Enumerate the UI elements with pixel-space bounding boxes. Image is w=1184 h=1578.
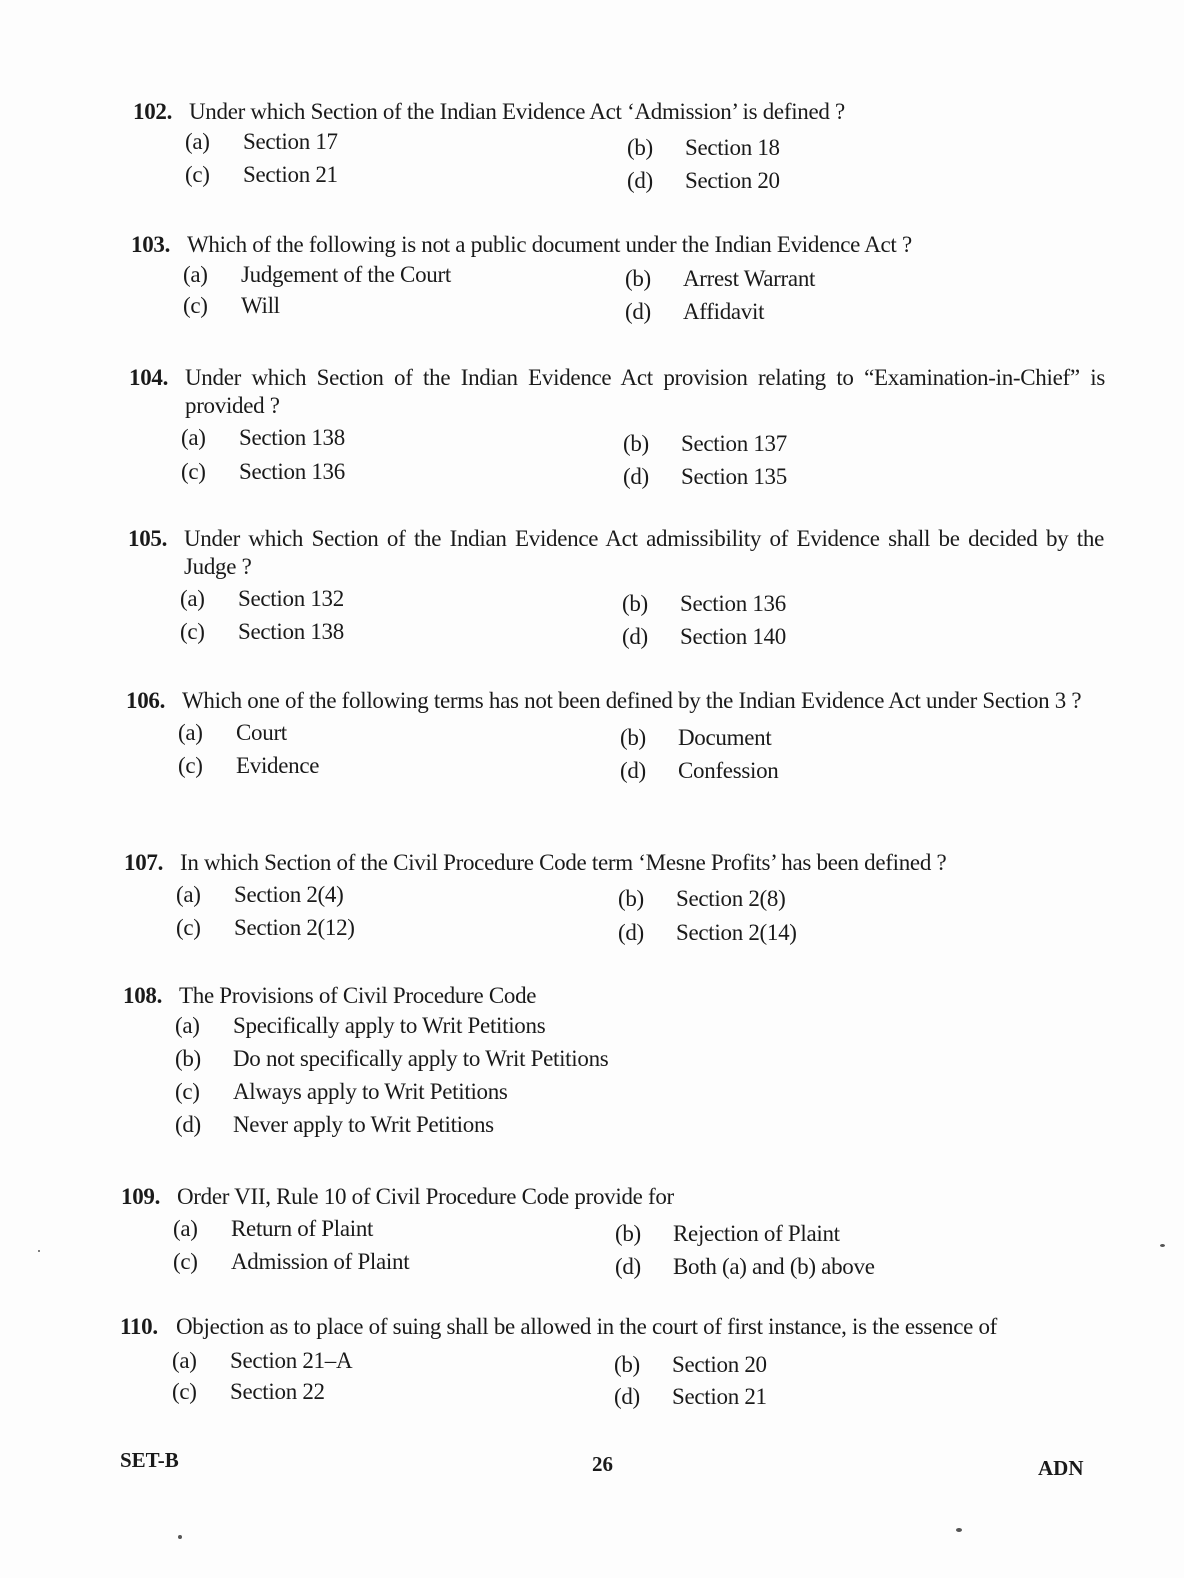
option-letter: (c) (176, 915, 201, 940)
question-number: 109. (121, 1184, 161, 1209)
option-c (178, 752, 319, 780)
question-text: Under which Section of the Indian Evidence Act provision relating to “Examination-in-Chief” is provided ? (185, 365, 1105, 418)
question-105 (128, 525, 1104, 649)
option-text: Affidavit (683, 299, 765, 324)
question-text: Under which Section of the Indian Evidence Act admissibility of Evidence shall be decided by the Judge ? (184, 526, 1104, 579)
question-103 (131, 231, 1091, 327)
option-d (615, 1253, 875, 1281)
scan-speck (956, 1528, 962, 1532)
option-letter: (b) (615, 1221, 641, 1246)
option-letter: (a) (176, 882, 201, 907)
option-d (618, 919, 797, 947)
scan-speck (38, 1250, 40, 1252)
footer-set-label: SET-B (120, 1448, 179, 1472)
option-b (175, 1045, 1099, 1078)
option-text: Judgement of the Court (241, 262, 451, 287)
question-number: 103. (131, 232, 171, 257)
option-c (180, 618, 344, 646)
question-110 (120, 1313, 1096, 1409)
option-letter: (c) (173, 1249, 198, 1274)
option-text: Specifically apply to Writ Petitions (233, 1013, 546, 1038)
option-letter: (c) (185, 162, 210, 187)
option-c (175, 1078, 1099, 1111)
option-letter: (b) (614, 1352, 640, 1377)
option-text: Section 17 (243, 129, 338, 154)
option-a (185, 128, 338, 156)
option-text: Both (a) and (b) above (673, 1254, 875, 1279)
option-b (623, 430, 787, 458)
option-text: Section 137 (681, 431, 787, 456)
option-text: Confession (678, 758, 779, 783)
question-102 (133, 98, 1093, 194)
option-d (627, 167, 780, 195)
option-letter: (d) (615, 1254, 641, 1279)
option-letter: (d) (620, 758, 646, 783)
option-letter: (b) (622, 591, 648, 616)
option-d (175, 1111, 1099, 1144)
option-text: Section 2(14) (676, 920, 797, 945)
option-letter: (c) (178, 753, 203, 778)
option-letter: (d) (618, 920, 644, 945)
option-letter: (a) (185, 129, 210, 154)
option-letter: (d) (625, 299, 651, 324)
question-number: 105. (128, 526, 168, 551)
question-104 (129, 364, 1105, 488)
option-text: Arrest Warrant (683, 266, 816, 291)
option-text: Always apply to Writ Petitions (233, 1079, 508, 1104)
option-a (172, 1347, 352, 1375)
option-letter: (a) (178, 720, 203, 745)
question-text: Order VII, Rule 10 of Civil Procedure Code provide for (177, 1184, 674, 1209)
option-text: Section 21 (243, 162, 338, 187)
scan-speck (1160, 1244, 1165, 1247)
question-number: 104. (129, 365, 169, 390)
option-c (176, 914, 355, 942)
option-text: Section 132 (238, 586, 344, 611)
option-a (180, 585, 344, 613)
option-text: Will (241, 293, 280, 318)
option-c (173, 1248, 409, 1276)
question-number: 108. (123, 983, 163, 1008)
option-d (614, 1383, 767, 1411)
option-text: Do not specifically apply to Writ Petitions (233, 1046, 609, 1071)
option-a (181, 424, 345, 452)
option-letter: (d) (622, 624, 648, 649)
option-letter: (d) (175, 1112, 201, 1137)
question-text: The Provisions of Civil Procedure Code (179, 983, 537, 1008)
option-text: Section 22 (230, 1379, 325, 1404)
option-text: Section 20 (685, 168, 780, 193)
option-text: Court (236, 720, 287, 745)
option-text: Rejection of Plaint (673, 1221, 840, 1246)
footer-page-number: 26 (592, 1452, 613, 1476)
option-letter: (b) (175, 1046, 201, 1071)
question-number: 110. (120, 1314, 158, 1339)
option-text: Evidence (236, 753, 320, 778)
option-letter: (a) (180, 586, 205, 611)
option-text: Section 135 (681, 464, 787, 489)
option-a (173, 1215, 373, 1243)
question-text: In which Section of the Civil Procedure Code term ‘Mesne Profits’ has been defined ? (180, 850, 947, 875)
option-b (622, 590, 786, 618)
option-b (618, 885, 785, 913)
question-number: 102. (133, 99, 173, 124)
option-c (172, 1378, 325, 1406)
option-a (176, 881, 343, 909)
option-text: Section 20 (672, 1352, 767, 1377)
option-text: Section 2(12) (234, 915, 355, 940)
option-a (178, 719, 287, 747)
option-b (625, 265, 815, 293)
option-text: Section 136 (239, 459, 345, 484)
option-letter: (a) (181, 425, 206, 450)
option-letter: (d) (627, 168, 653, 193)
option-text: Admission of Plaint (231, 1249, 410, 1274)
question-text: Under which Section of the Indian Evidence Act ‘Admission’ is defined ? (189, 99, 845, 124)
option-letter: (b) (625, 266, 651, 291)
option-letter: (c) (175, 1079, 200, 1104)
option-letter: (b) (623, 431, 649, 456)
question-text: Which of the following is not a public document under the Indian Evidence Act ? (187, 232, 912, 257)
option-text: Never apply to Writ Petitions (233, 1112, 494, 1137)
option-text: Return of Plaint (231, 1216, 374, 1241)
option-letter: (b) (620, 725, 646, 750)
option-text: Document (678, 725, 772, 750)
question-number: 107. (124, 850, 164, 875)
option-text: Section 140 (680, 624, 786, 649)
question-text: Which one of the following terms has not been defined by the Indian Evidence Act under Section 3 ? (182, 688, 1082, 713)
option-letter: (c) (180, 619, 205, 644)
option-b (620, 724, 771, 752)
footer-code: ADN (1038, 1456, 1084, 1480)
question-106 (126, 687, 1102, 783)
option-letter: (a) (173, 1216, 198, 1241)
option-b (614, 1351, 767, 1379)
option-b (615, 1220, 840, 1248)
option-letter: (b) (627, 135, 653, 160)
option-text: Section 136 (680, 591, 786, 616)
option-letter: (d) (623, 464, 649, 489)
option-d (625, 298, 764, 326)
option-text: Section 2(8) (676, 886, 786, 911)
option-letter: (a) (172, 1348, 197, 1373)
option-text: Section 18 (685, 135, 780, 160)
option-letter: (c) (172, 1379, 197, 1404)
option-letter: (a) (183, 262, 208, 287)
option-c (185, 161, 338, 189)
option-d (620, 757, 779, 785)
option-letter: (c) (181, 459, 206, 484)
option-letter: (a) (175, 1013, 200, 1038)
option-d (622, 623, 786, 651)
option-d (623, 463, 787, 491)
option-a (183, 261, 451, 289)
option-text: Section 21–A (230, 1348, 353, 1373)
question-108 (123, 982, 1099, 1144)
option-text: Section 138 (239, 425, 345, 450)
option-c (183, 292, 280, 320)
question-109 (121, 1183, 1097, 1279)
option-text: Section 2(4) (234, 882, 344, 907)
question-number: 106. (126, 688, 166, 713)
option-letter: (b) (618, 886, 644, 911)
option-text: Section 21 (672, 1384, 767, 1409)
option-text: Section 138 (238, 619, 344, 644)
question-text: Objection as to place of suing shall be allowed in the court of first instance, is the essence of (176, 1314, 998, 1339)
option-letter: (d) (614, 1384, 640, 1409)
question-107 (124, 849, 1100, 945)
option-c (181, 458, 345, 486)
option-letter: (c) (183, 293, 208, 318)
option-a (175, 1012, 1099, 1045)
scan-speck (178, 1535, 182, 1539)
option-b (627, 134, 780, 162)
